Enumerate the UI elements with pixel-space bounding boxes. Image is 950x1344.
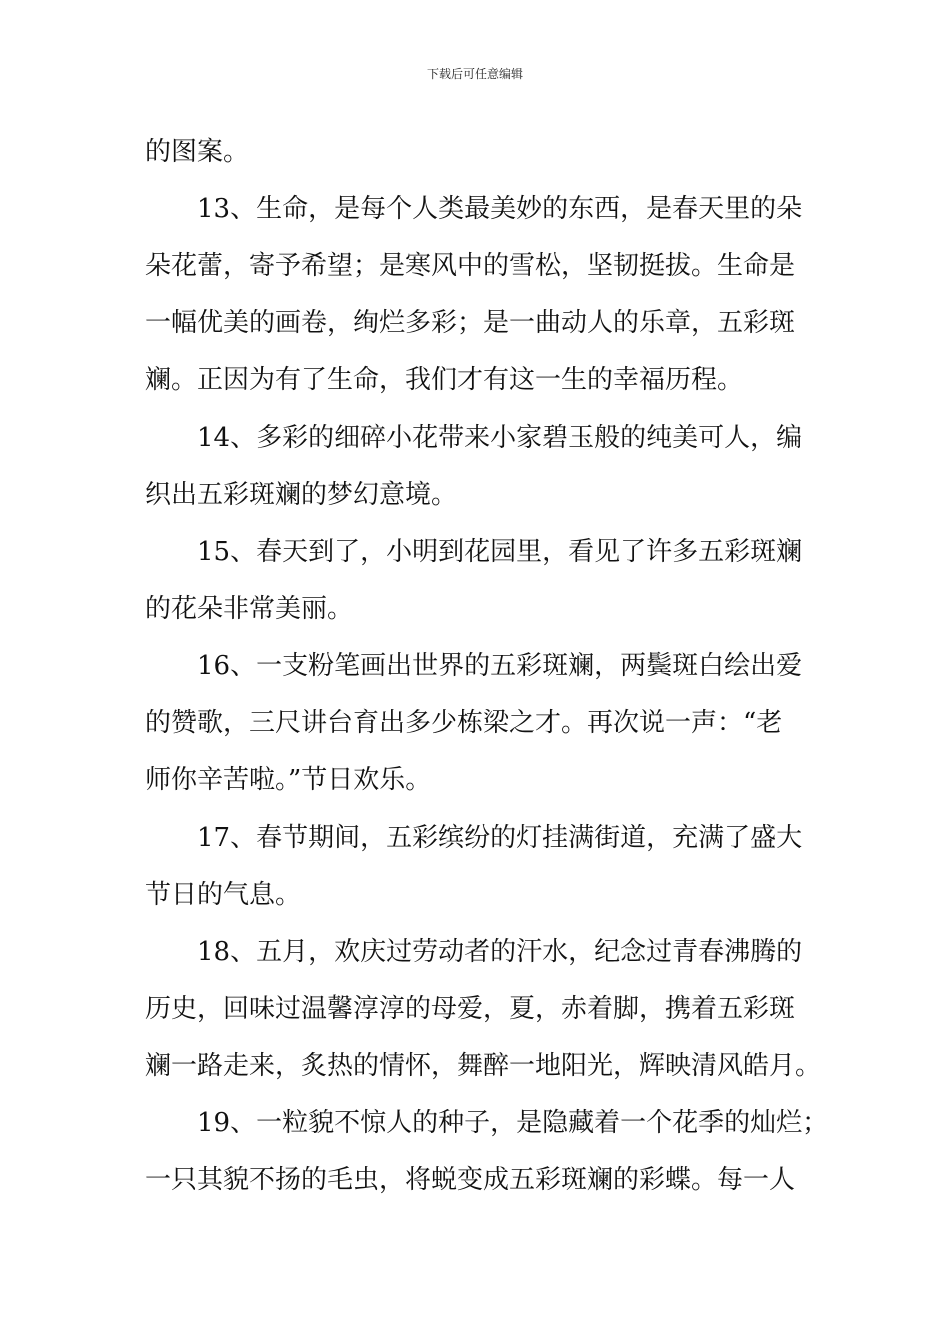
paragraph-13-line-2: 朵花蕾，寄予希望；是寒风中的雪松，坚韧挺拔。生命是	[145, 251, 796, 281]
paragraph-17-line-1: 17、春节期间，五彩缤纷的灯挂满街道，充满了盛大	[197, 823, 803, 853]
text-line: 的图案。	[145, 137, 250, 167]
paragraph-19-line-2: 一只其貌不扬的毛虫，将蜕变成五彩斑斓的彩蝶。每一人	[145, 1165, 796, 1195]
paragraph-18-line-2: 历史，回味过温馨淳淳的母爱，夏，赤着脚，携着五彩斑	[145, 994, 796, 1024]
paragraph-16-line-1: 16、一支粉笔画出世界的五彩斑斓，两鬓斑白绘出爱	[197, 651, 803, 681]
paragraph-19-line-1: 19、一粒貌不惊人的种子，是隐藏着一个花季的灿烂；	[197, 1108, 829, 1138]
paragraph-17-line-2: 节日的气息。	[145, 880, 302, 910]
paragraph-13-line-1: 13、生命，是每个人类最美妙的东西，是春天里的朵	[197, 194, 803, 224]
paragraph-16-line-3: 师你辛苦啦。”节日欢乐。	[145, 765, 432, 795]
paragraph-15-line-2: 的花朵非常美丽。	[145, 594, 354, 624]
paragraph-14-line-2: 织出五彩斑斓的梦幻意境。	[145, 480, 458, 510]
paragraph-18-line-3: 斓一路走来，炙热的情怀，舞醉一地阳光，辉映清风皓月。	[145, 1051, 822, 1081]
paragraph-14-line-1: 14、多彩的细碎小花带来小家碧玉般的纯美可人，编	[197, 423, 803, 453]
paragraph-15-line-1: 15、春天到了，小明到花园里，看见了许多五彩斑斓	[197, 537, 803, 567]
paragraph-13-line-4: 斓。正因为有了生命，我们才有这一生的幸福历程。	[145, 365, 744, 395]
paragraph-13-line-3: 一幅优美的画卷，绚烂多彩；是一曲动人的乐章，五彩斑	[145, 308, 796, 338]
paragraph-18-line-1: 18、五月，欢庆过劳动者的汗水，纪念过青春沸腾的	[197, 937, 803, 967]
paragraph-16-line-2: 的赞歌，三尺讲台育出多少栋梁之才。再次说一声：“老	[145, 708, 783, 738]
page-header: 下载后可任意编辑	[426, 67, 523, 81]
